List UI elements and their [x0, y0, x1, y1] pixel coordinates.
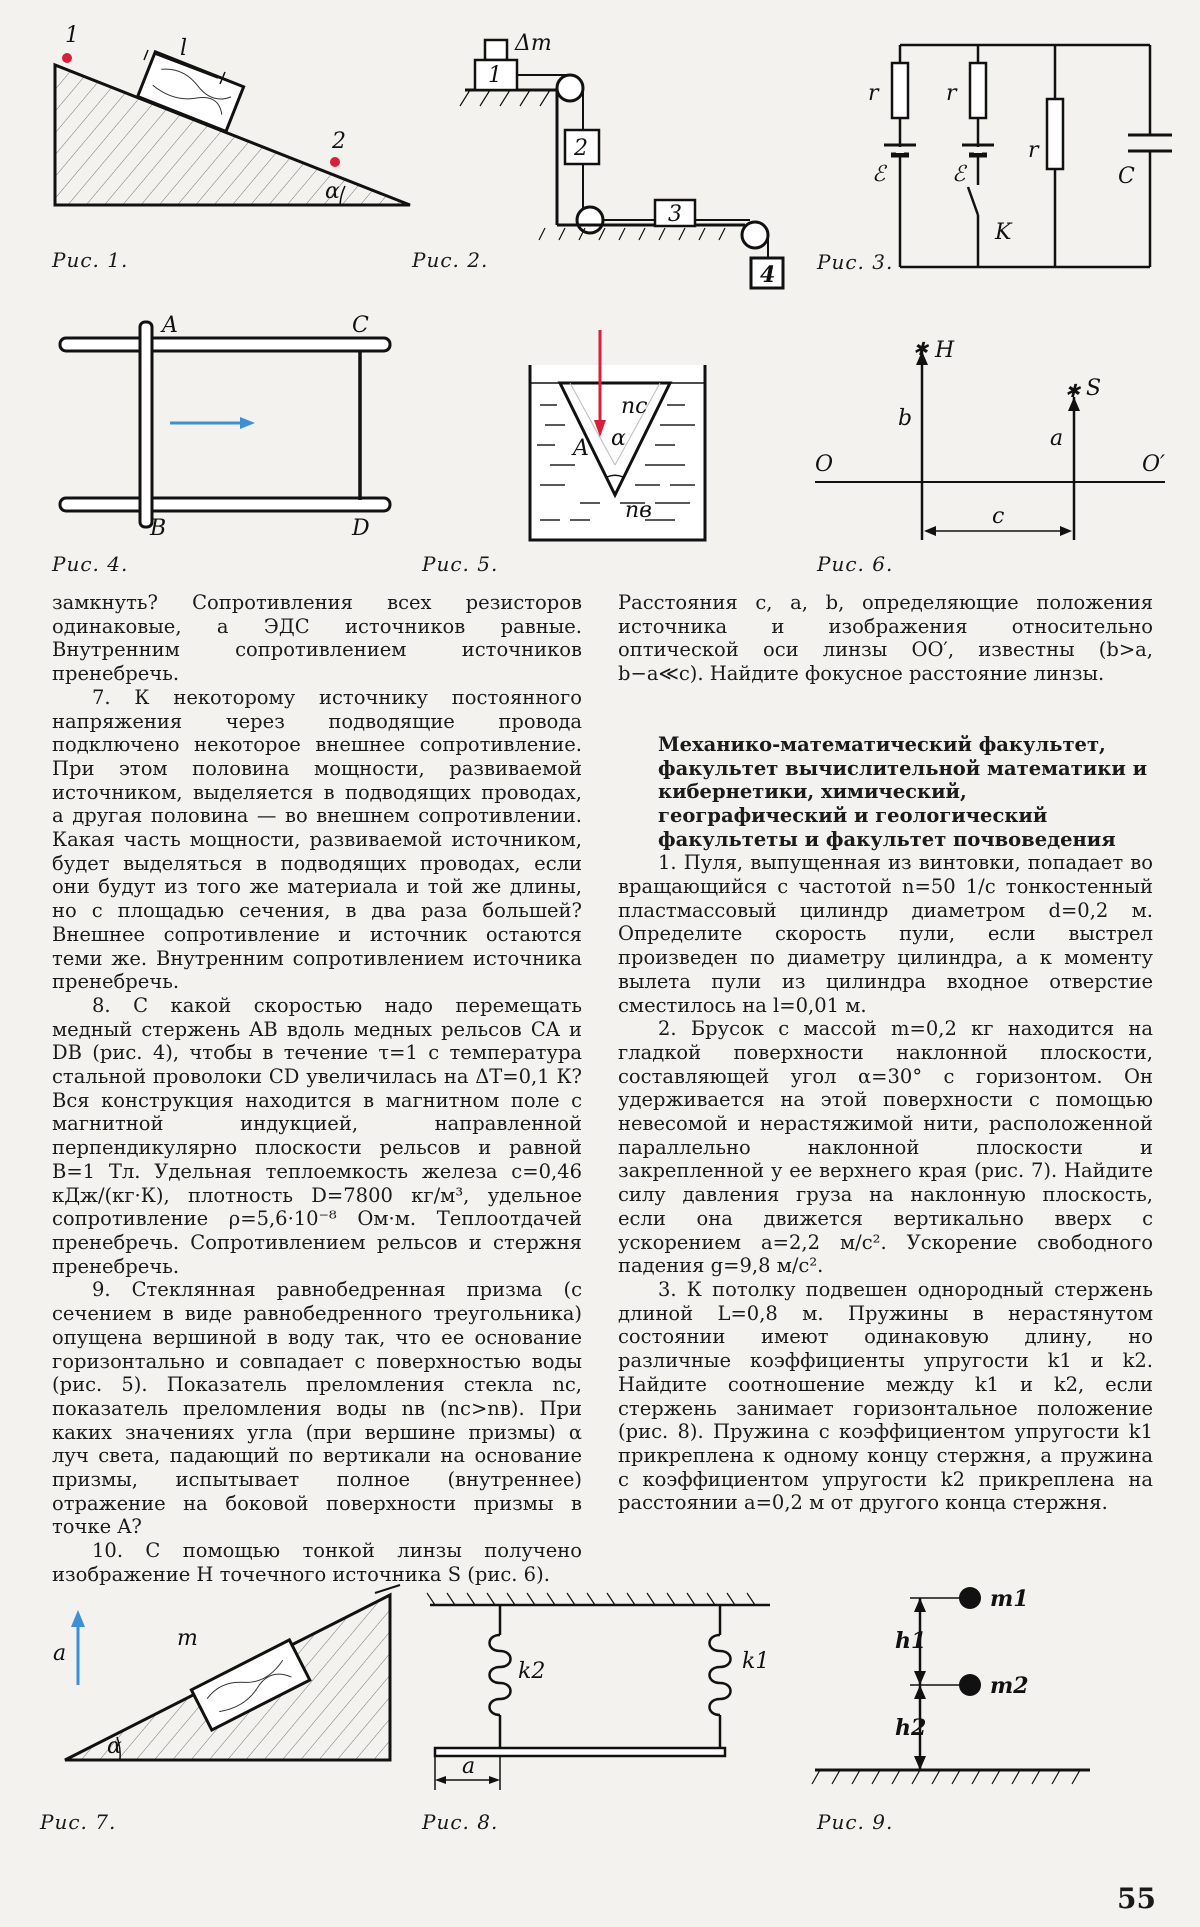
label-h: H: [935, 338, 955, 363]
label-a: a: [1050, 426, 1064, 451]
figure-2: [455, 30, 785, 300]
label-alpha: α: [325, 179, 340, 204]
fig6-drawing: [810, 335, 1170, 545]
label-c: C: [1118, 164, 1135, 189]
spring-k1: [710, 1605, 731, 1750]
section-heading: Механико-математический факультет, факультет вычислительной математики и кибернетики, химический, географический и геологический факультеты и факультет почвоведения: [658, 732, 1148, 851]
label-l: l: [180, 36, 188, 61]
label-m1: m1: [990, 1586, 1029, 1612]
label-e1: ℰ: [872, 162, 886, 187]
figure-3: [860, 35, 1160, 275]
s-marker: ✱: [1065, 381, 1081, 402]
fig9-drawing: [810, 1580, 1110, 1790]
caption-fig7: Рис. 7.: [40, 1810, 117, 1834]
figure-9: [810, 1580, 1110, 1790]
resistor-3: [1047, 99, 1063, 169]
label-m2: m2: [990, 1673, 1029, 1699]
problem-r3: 3. К потолку подвешен однородный стержень длиной L=0,8 м. Пружины в нерастянутом состоянии имеют одинаковую длину, но различные коэффициенты упругости k1 и k2. Найдите соотношение между k1 и k2, если стержень занимает горизонтальное положение (рис. 8). Пружина с коэффициентом упругости k1 прикреплена к одному концу стержня, а пружина с коэффициентом упругости k2 прикреплена на расстоянии a=0,2 м от другого конца стержня.: [618, 1277, 1153, 1515]
label-a: A: [162, 313, 178, 338]
fig2-drawing: [455, 30, 785, 300]
left-continuation: замкнуть? Сопротивления всех резисторов одинаковые, а ЭДС источников равные. Внутренним сопротивлением источников пренебречь.: [52, 591, 582, 686]
caption-fig6: Рис. 6.: [817, 552, 894, 576]
mass-m2: [959, 1674, 981, 1696]
label-r1: r: [868, 81, 879, 106]
label-a: a: [53, 1641, 67, 1666]
h-marker: ✱: [913, 339, 929, 360]
figure-6: [810, 335, 1170, 545]
fig1-drawing: [40, 20, 420, 215]
label-e2: ℰ: [952, 162, 966, 187]
figure-4: [50, 310, 390, 540]
label-k1: k1: [742, 1649, 770, 1674]
caption-fig2: Рис. 2.: [412, 248, 489, 272]
label-b: B: [150, 516, 167, 541]
label-b3: 3: [668, 202, 682, 227]
caption-fig3: Рис. 3.: [817, 250, 894, 274]
point-1: [62, 53, 72, 63]
fig5-drawing: [525, 325, 710, 545]
label-k: K: [995, 220, 1012, 245]
label-h1: h1: [895, 1628, 927, 1654]
label-b1: 1: [488, 63, 502, 88]
label-nc: nc: [621, 394, 648, 419]
left-column: [52, 591, 582, 1587]
figure-1: [40, 20, 420, 215]
label-b: b: [898, 406, 913, 431]
pulley-1: [557, 75, 583, 101]
spring-k2: [490, 1605, 511, 1750]
label-o2: O′: [1142, 452, 1166, 477]
caption-fig8: Рис. 8.: [422, 1810, 499, 1834]
label-c: c: [992, 504, 1005, 529]
label-h2: h2: [895, 1715, 927, 1741]
rod: [435, 1748, 725, 1756]
label-1: 1: [65, 23, 79, 48]
block-dm: [485, 40, 507, 60]
label-b2: 2: [574, 136, 588, 161]
page-number: 55: [1117, 1882, 1156, 1915]
fig4-drawing: [50, 310, 390, 540]
label-c: C: [352, 313, 369, 338]
figure-7: [45, 1585, 405, 1775]
pulley-3: [742, 222, 768, 248]
fig7-drawing: [45, 1585, 405, 1775]
velocity-arrowhead: [240, 417, 255, 429]
pulley-2: [577, 207, 603, 233]
right-column: [618, 591, 1153, 1515]
figure-5: [525, 325, 710, 545]
rod-ab: [140, 322, 152, 527]
right-continuation: Расстояния c, a, b, определяющие положения источника и изображения относительно оптической оси линзы OO′, известны (b>a, b−a≪c). Найдите фокусное расстояние линзы.: [618, 591, 1153, 686]
problem-10: 10. С помощью тонкой линзы получено изображение H точечного источника S (рис. 6).: [52, 1539, 582, 1586]
problem-r1: 1. Пуля, выпущенная из винтовки, попадает во вращающийся с частотой n=50 1/с тонкостенный пластмассовый цилиндр диаметром d=0,2 м. Определите скорость пули, если выстрел произведен по диаметру цилиндра, а к моменту вылета пули из цилиндра входное отверстие сместилось на l=0,01 м.: [618, 851, 1153, 1017]
problem-7: 7. К некоторому источнику постоянного напряжения через подводящие провода подключено некоторое внешнее сопротивление. При этом половина мощности, развиваемой источником, выделяется в подводящих проводах, а другая половина — во внешнем сопротивлении. Какая часть мощности, развиваемой источником, будет выделяться в подводящих проводах, если они будут из того же материала и той же длины, но с площадью сечения, в два раза большей? Внешнее сопротивление и источник остаются теми же. Внутренним сопротивлением источника пренебречь.: [52, 685, 582, 994]
label-o: O: [815, 452, 834, 477]
label-d: D: [352, 516, 370, 541]
label-alpha: α: [107, 1734, 122, 1759]
mass-m1: [959, 1587, 981, 1609]
label-a: a: [462, 1754, 476, 1779]
label-r3: r: [1028, 138, 1039, 163]
label-k2: k2: [518, 1659, 546, 1684]
fig8-drawing: [430, 1590, 775, 1790]
caption-fig5: Рис. 5.: [422, 552, 499, 576]
fig3-drawing: [860, 35, 1160, 275]
resistor-2: [970, 63, 986, 118]
accel-arrowhead: [71, 1610, 85, 1627]
rail-db: [60, 498, 390, 511]
caption-fig1: Рис. 1.: [52, 248, 129, 272]
label-b4: 4: [760, 262, 776, 288]
resistor-1: [892, 63, 908, 118]
label-a: A: [573, 436, 589, 461]
label-m: m: [177, 1626, 198, 1651]
label-alpha: α: [611, 426, 626, 451]
caption-fig9: Рис. 9.: [817, 1810, 894, 1834]
figure-8: [430, 1590, 775, 1790]
problem-r2: 2. Брусок с массой m=0,2 кг находится на гладкой поверхности наклонной плоскости, составляющей угол α=30° с горизонтом. Он удерживается на этой поверхности с помощью невесомой и нерастяжимой нити, расположенной параллельно наклонной плоскости и закрепленной у ее верхнего края (рис. 7). Найдите силу давления груза на наклонную плоскость, если она движется вертикально вверх с ускорением a=2,2 м/с². Ускорение свободного падения g=9,8 м/с².: [618, 1017, 1153, 1278]
caption-fig4: Рис. 4.: [52, 552, 129, 576]
problem-8: 8. С какой скоростью надо перемещать медный стержень AB вдоль медных рельсов CA и DB (рис. 4), чтобы в течение τ=1 с температура стальной проволоки CD увеличилась на ΔT=0,1 К? Вся конструкция находится в магнитном поле с магнитной индукцией, направленной перпендикулярно плоскости рельсов и равной B=1 Тл. Удельная теплоемкость железа c=0,46 кДж/(кг·К), плотность D=7800 кг/м³, удельное сопротивление ρ=5,6·10⁻⁸ Ом·м. Теплоотдачей пренебречь. Сопротивлением рельсов и стержня пренебречь.: [52, 993, 582, 1278]
label-nb: nв: [625, 498, 652, 523]
point-2: [330, 157, 340, 167]
label-s: S: [1086, 376, 1102, 401]
label-2: 2: [332, 129, 346, 154]
problem-9: 9. Стеклянная равнобедренная призма (с сечением в виде равнобедренного треугольника) опущена вершиной в воду так, что ее основание горизонтально и совпадает с поверхностью воды (рис. 5). Показатель преломления стекла nc, показатель преломления воды nв (nc>nв). При каких значениях угла (при вершине призмы) α луч света, падающий по вертикали на основание призмы, испытывает полное (внутреннее) отражение на боковой поверхности призмы в точке A?: [52, 1278, 582, 1539]
label-dm: Δm: [515, 31, 552, 56]
rail-ca: [60, 338, 390, 351]
label-r2: r: [946, 81, 957, 106]
